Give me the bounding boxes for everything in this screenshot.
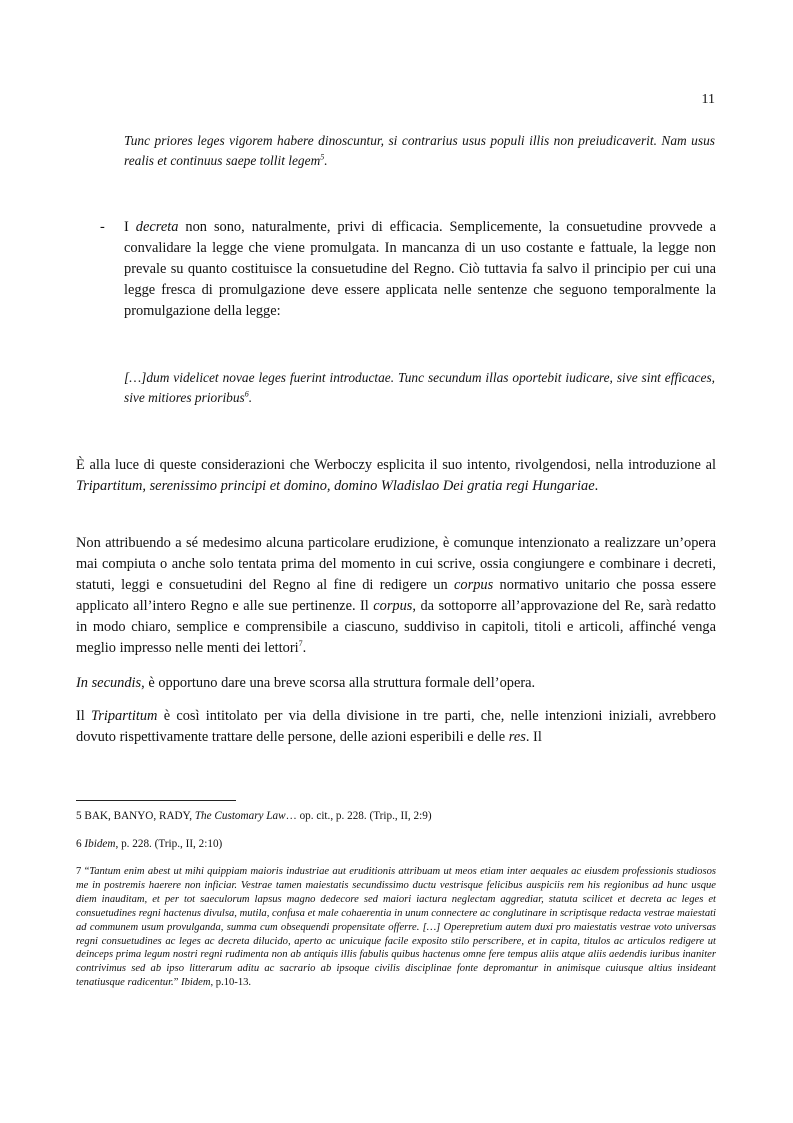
- fn5-post: … op. cit., p. 228. (Trip., II, 2:9): [285, 810, 432, 822]
- p1-post: .: [594, 478, 599, 494]
- p3-em: In secundis: [76, 675, 142, 691]
- p2-end: .: [302, 640, 307, 656]
- paragraph-tripartitum-structure: [76, 706, 716, 748]
- footnote-ref-7[interactable]: 7: [298, 639, 303, 649]
- footnote-ref-6[interactable]: 6: [244, 389, 249, 399]
- fn6-em: Ibidem: [84, 838, 116, 850]
- quote-1-text: Tunc priores leges vigorem habere dinoscuntur, si contrarius usus populi illis non preiudicaverit. Nam usus realis et continuus saepe tollit legem: [124, 133, 715, 168]
- p4-post: . Il: [525, 729, 542, 745]
- fn7-em: Ibidem: [181, 977, 211, 989]
- p3-post: , è opportuno dare una breve scorsa alla struttura formale dell’opera.: [141, 675, 536, 691]
- p4-em-res: res: [508, 729, 526, 745]
- footnote-5: [76, 809, 716, 824]
- footnote-7: [76, 865, 716, 990]
- p2-mid: normativo unitario che possa essere applicato all’intero Regno e alle sue pertinenze. Il: [76, 577, 716, 614]
- bullet-dash: -: [100, 219, 105, 235]
- p4-pre: Il: [76, 708, 92, 724]
- paragraph-in-secundis: [76, 673, 716, 694]
- fn6-post: , p. 228. (Trip., II, 2:10): [115, 838, 223, 850]
- fn7-latin-quote: Tantum enim abest ut mihi quippiam maioris industriae aut eruditionis attribuam ut meos etiam inter aequales ac eiusdem professionis studiosos me in postremis haerere non inficiar. Vestrae tamen maiestatis secundissimo ductu vestrisque felicibus auspiciis rem his regionibus ad hunc usque diem inauditam, et per tot saeculorum lapsus magno dedecore sed maiori iactura neglectam aggrediar, statuta scilicet et decreta ac leges et consuetudines regni hactenus divulsa, mutila, confusa et male cohaerentia in unum connectere ac conglutinare in scriptisque redacta vestrae maiestati ad communem usum provulganda, summa cum obsequendi propensitate offerre. […] Operepretium autem duxi pro maiestatis vestrae voto universas regni consuetudines ac leges ac decreta dilucido, aperto ac unicuique facile exposito stilo perscribere, et in capita, titulos ac articulos redigere ut deinceps prima legum nostri regni rudimenta non ab antiquis illis fabulis quibus hactenus omne fere tempus aliis atque aliis aedendis iuribus inaniter contrivimus sed ab ipso litterarum aditu ac sacrario ab ipsoque civilis disciplinae fonte depromantur in animisque cuiusque altius insideant tenatiusque radicentur.: [76, 866, 716, 989]
- fn6-pre: 6: [76, 838, 85, 850]
- p2-pre: Non attribuendo a sé medesimo alcuna particolare erudizione, è comunque intenzionato a realizzare un’opera mai compiuta o anche solo tentata prima del momento in cui scrive, ossia congiungere e combinare i decreti, statuti, leggi e consuetudini del Regno al fine di redigere un: [76, 535, 716, 593]
- paragraph-werboczy-intent: [76, 455, 716, 497]
- quote-2-text: […]dum videlicet novae leges fuerint introductae. Tunc secundum illas oportebit iudicare, sive sint efficaces, sive mitiores prioribus: [124, 370, 715, 405]
- fn5-pre: 5 BAK, BANYO, RADY,: [76, 810, 195, 822]
- fn5-em: The Customary Law: [194, 810, 286, 822]
- latin-quote-1: [124, 131, 715, 171]
- p1-pre: È alla luce di queste considerazioni che Werboczy esplicita il suo intento, rivolgendosi, nella introduzione al: [76, 457, 716, 473]
- bullet-text: [124, 217, 716, 322]
- quote-2-end: .: [248, 390, 253, 405]
- fn7-pre: 7 “: [76, 866, 90, 877]
- footnote-ref-5[interactable]: 5: [320, 152, 325, 162]
- bullet-body: non sono, naturalmente, privi di efficacia. Semplicemente, la consuetudine provvede a convalidare la legge che viene promulgata. In mancanza di un uso costante e fattuale, la legge non prevale su quanto costituisce la consuetudine del Regno. Ciò tuttavia fa salvo il principio per cui una legge fresca di promulgazione deve essere applicata nelle sentenze che seguono temporalmente la promulgazione della legge:: [124, 219, 716, 319]
- bullet-pre: I: [124, 219, 136, 235]
- bullet-item-decreta: [100, 217, 716, 322]
- fn7-close: ”: [173, 977, 182, 989]
- quote-1-end: .: [324, 153, 328, 168]
- bullet-em-decreta: decreta: [135, 219, 179, 235]
- p2-post: , da sottoporre all’approvazione del Re, sarà redatto in modo chiaro, semplice e comprensibile a ciascuno, suddiviso in capitoli, titoli e articoli, affinché venga meglio impresso nelle menti dei lettori: [76, 598, 716, 656]
- page-number: 11: [701, 92, 715, 107]
- footnote-6: [76, 837, 716, 852]
- p2-em-corpus-1: corpus: [454, 577, 494, 593]
- p1-em: Tripartitum, serenissimo principi et domino, domino Wladislao Dei gratia regi Hungariae: [76, 478, 595, 494]
- p4-mid: è così intitolato per via della divisione in tre parti, che, nelle intenzioni iniziali, avrebbero dovuto rispettivamente trattare delle persone, delle azioni esperibili e delle: [76, 708, 716, 745]
- latin-quote-2: [124, 368, 715, 408]
- p2-em-corpus-2: corpus: [373, 598, 413, 614]
- p4-em-tripartitum: Tripartitum: [91, 708, 158, 724]
- fn7-post: , p.10-13.: [210, 977, 252, 989]
- paragraph-corpus: [76, 533, 716, 659]
- footnote-separator: [76, 800, 236, 801]
